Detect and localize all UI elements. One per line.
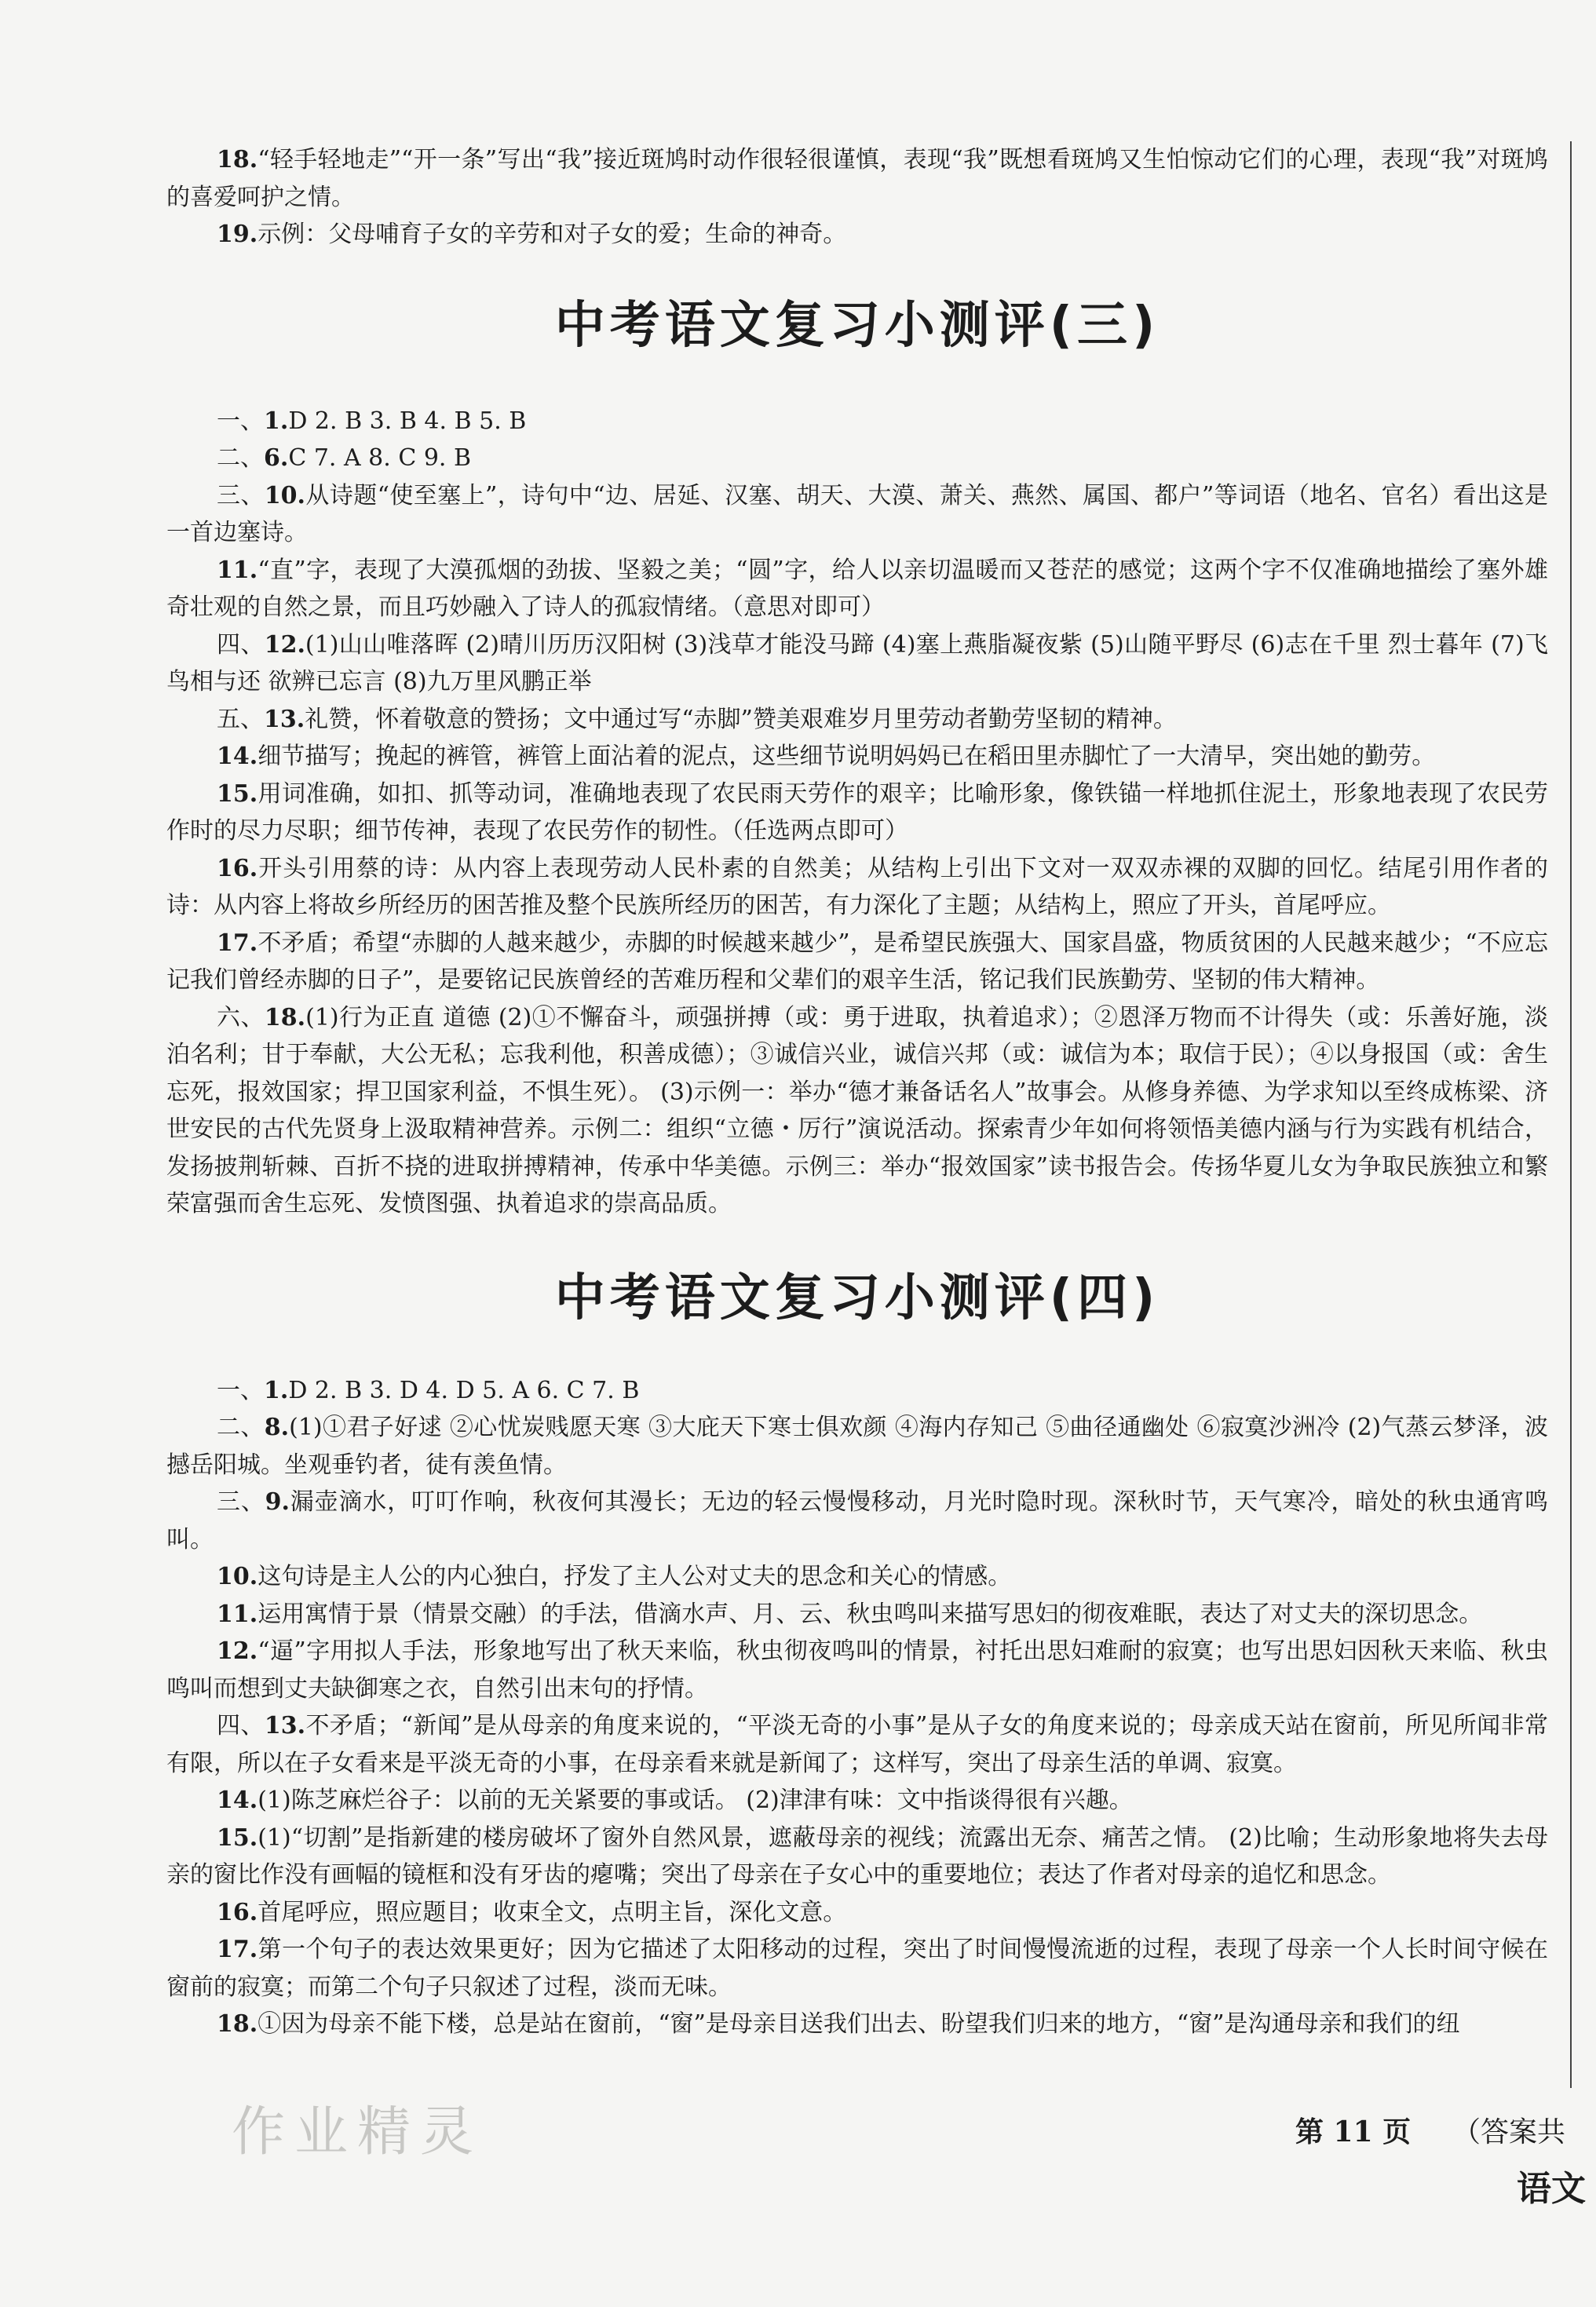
question-number: 19. xyxy=(217,221,258,248)
answer-text: 从诗题“使至塞上”，诗句中“边、居延、汉塞、胡天、大漠、萧关、燕然、属国、都户”等词语（地名、官名）看出这是一首边塞诗。 xyxy=(166,481,1548,546)
answer-paragraph xyxy=(166,440,1548,477)
answer-text: D 2. B 3. B 4. B 5. B xyxy=(288,407,527,435)
answer-text: “轻手轻地走”“开一条”写出“我”接近斑鸠时动作很轻很谨慎，表现“我”既想看斑鸠又生怕惊动它们的心理，表现“我”对斑鸠的喜爱呵护之情。 xyxy=(166,146,1548,211)
question-number: 14. xyxy=(217,1787,258,1814)
question-number: 18. xyxy=(217,2010,258,2038)
answer-paragraph xyxy=(166,1372,1548,1410)
answer-text: 第一个句子的表达效果更好；因为它描述了太阳移动的过程，突出了时间慢慢流逝的过程，表现了母亲一个人长时间守候在窗前的寂寞；而第二个句子只叙述了过程，淡而无味。 xyxy=(166,1936,1548,2001)
answer-text: 运用寓情于景（情景交融）的手法，借滴水声、月、云、秋虫鸣叫来描写思妇的彻夜难眠，表达了对丈夫的深切思念。 xyxy=(257,1600,1483,1628)
section-title-3: 中考语文复习小测评(三) xyxy=(554,296,1160,355)
part-label: 三、 xyxy=(217,1488,265,1516)
answer-paragraph xyxy=(166,1894,1548,1932)
answer-text: (1)“切割”是指新建的楼房破坏了窗外自然风景，遮蔽母亲的视线；流露出无奈、痛苦之情。 (2)比喻；生动形象地将失去母亲的窗比作没有画幅的镜框和没有牙齿的瘪嘴；突出了母亲在子女心中的重要地位；表达了作者对母亲的追忆和思念。 xyxy=(166,1823,1548,1889)
question-number: 6. xyxy=(264,444,289,472)
question-number: 15. xyxy=(217,779,258,808)
answer-text: 细节描写；挽起的裤管，裤管上面沾着的泥点，这些细节说明妈妈已在稻田里赤脚忙了一大清早，突出她的勤劳。 xyxy=(257,743,1436,770)
answer-paragraph xyxy=(166,1782,1548,1820)
question-number: 1. xyxy=(264,407,289,435)
part-label: 二、 xyxy=(217,1414,265,1441)
answer-paragraph xyxy=(166,2006,1548,2043)
answer-paragraph xyxy=(166,1707,1548,1782)
answer-text: “逼”字用拟人手法，形象地写出了秋天来临，秋虫彻夜鸣叫的情景，衬托出思妇难耐的寂寞；也写出思妇因秋天来临、秋虫鸣叫而想到丈夫缺御寒之衣，自然引出末句的抒情。 xyxy=(166,1637,1548,1703)
question-number: 12. xyxy=(264,630,305,659)
answer-paragraph xyxy=(166,1820,1548,1894)
question-number: 1. xyxy=(264,1376,289,1404)
top-answers xyxy=(166,141,1548,254)
answer-text: (1)①君子好逑 ②心忧炭贱愿天寒 ③大庇天下寒士俱欢颜 ④海内存知己 ⑤曲径通幽处 ⑥寂寞沙洲冷 (2)气蒸云梦泽，波撼岳阳城。坐观垂钓者，徒有羡鱼情。 xyxy=(166,1414,1548,1479)
part-label: 一、 xyxy=(217,407,264,435)
question-number: 17. xyxy=(217,929,258,957)
answer-text: 不矛盾；“新闻”是从母亲的角度来说的，“平淡无奇的小事”是从子女的角度来说的；母亲成天站在窗前，所见所闻非常有限，所以在子女看来是平淡无奇的小事，在母亲看来就是新闻了；这样写，突出了母亲生活的单调、寂寞。 xyxy=(166,1712,1548,1777)
answer-paragraph xyxy=(166,776,1548,850)
question-number: 13. xyxy=(264,705,305,733)
answer-paragraph xyxy=(166,1931,1548,2006)
answer-text: 礼赞，怀着敬意的赞扬；文中通过写“赤脚”赞美艰难岁月里劳动者勤劳坚韧的精神。 xyxy=(305,705,1177,733)
question-number: 11. xyxy=(217,556,258,584)
answer-text: (1)陈芝麻烂谷子：以前的无关紧要的事或话。 (2)津津有味：文中指谈得很有兴趣。 xyxy=(257,1787,1133,1814)
question-number: 17. xyxy=(217,1936,258,1963)
answer-text: 不矛盾；希望“赤脚的人越来越少，赤脚的时候越来越少”，是希望民族强大、国家昌盛，物质贫困的人民越来越少；“不应忘记我们曾经赤脚的日子”，是要铭记民族曾经的苦难历程和父辈们的艰辛生活，铭记我们民族勤劳、坚韧的伟大精神。 xyxy=(166,929,1548,994)
answer-text: (1)行为正直 道德 (2)①不懈奋斗，顽强拼搏（或：勇于进取，执着追求）；②恩泽万物而不计得失（或：乐善好施，淡泊名利；甘于奉献，大公无私；忘我利他，积善成德）；③诚信兴业，诚信兴邦（或：诚信为本；取信于民）；④以身报国（或：舍生忘死，报效国家；捍卫国家利益，不惧生死）。 (3)示例一：举办“德才兼备话名人”故事会。从修身养德、为学求知以至终成栋梁、济世安民的古代先贤身上汲取精神营养。示例二：组织“立德・厉行”演说活动。探索青少年如何将领悟美德内涵与行为实践有机结合，发扬披荆斩棘、百折不挠的进取拼搏精神，传承中华美德。示例三：举办“报效国家”读书报告会。传扬华夏儿女为争取民族独立和繁荣富强而舍生忘死、发愤图强、执着追求的崇高品质。 xyxy=(166,1003,1549,1217)
answer-paragraph xyxy=(166,626,1548,701)
right-margin-rule xyxy=(1570,141,1572,2088)
answer-text: 开头引用蔡的诗：从内容上表现劳动人民朴素的自然美；从结构上引出下文对一双双赤裸的双脚的回忆。结尾引用作者的诗：从内容上将故乡所经历的困苦推及整个民族所经历的困苦，有力深化了主题；从结构上，照应了开头，首尾呼应。 xyxy=(166,854,1548,919)
answer-paragraph xyxy=(166,141,1548,216)
question-number: 15. xyxy=(217,1823,258,1852)
question-number: 14. xyxy=(217,743,258,770)
answer-paragraph xyxy=(166,738,1548,776)
answer-paragraph xyxy=(166,1633,1548,1707)
answer-paragraph xyxy=(166,925,1548,999)
question-number: 13. xyxy=(264,1712,306,1739)
answer-paragraph xyxy=(166,1484,1548,1558)
answer-text: 这句诗是主人公的内心独白，抒发了主人公对丈夫的思念和关心的情感。 xyxy=(257,1563,1012,1590)
watermark: 作业精灵 xyxy=(232,2101,484,2163)
page-content xyxy=(166,141,1548,2043)
part-label: 一、 xyxy=(217,1376,264,1404)
question-number: 16. xyxy=(217,1898,258,1926)
section-title-4: 中考语文复习小测评(四) xyxy=(554,1268,1160,1327)
answer-paragraph xyxy=(166,1409,1548,1484)
answer-text: 用词准确，如扣、抓等动词，准确地表现了农民雨天劳作的艰辛；比喻形象，像铁锚一样地抓住泥土，形象地表现了农民劳作时的尽力尽职；细节传神，表现了农民劳作的韧性。（任选两点即可） xyxy=(166,779,1548,845)
part-label: 五、 xyxy=(217,705,264,733)
section-4-answers xyxy=(166,1372,1548,2043)
part-label: 三、 xyxy=(217,481,265,509)
answer-paragraph xyxy=(166,477,1548,552)
part-label: 四、 xyxy=(217,630,265,659)
answer-paragraph xyxy=(166,1558,1548,1596)
question-number: 18. xyxy=(217,146,258,173)
answer-text: C 7. A 8. C 9. B xyxy=(288,444,472,472)
question-number: 10. xyxy=(217,1563,258,1590)
answer-paragraph xyxy=(166,999,1548,1223)
answer-paragraph xyxy=(166,552,1548,626)
answer-text: 示例：父母哺育子女的辛劳和对子女的爱；生命的神奇。 xyxy=(257,221,847,248)
answer-text: D 2. B 3. D 4. D 5. A 6. C 7. B xyxy=(288,1376,640,1404)
part-label: 六、 xyxy=(217,1003,265,1031)
answer-paragraph xyxy=(166,216,1548,254)
question-number: 18. xyxy=(264,1003,306,1031)
page-number: 第 11 页 xyxy=(1295,2115,1412,2148)
answer-paragraph xyxy=(166,850,1548,925)
question-number: 16. xyxy=(217,854,258,882)
question-number: 11. xyxy=(217,1600,258,1628)
answer-text: “直”字，表现了大漠孤烟的劲拔、坚毅之美；“圆”字，给人以亲切温暖而又苍茫的感觉；这两个字不仅准确地描绘了塞外雄奇壮观的自然之景，而且巧妙融入了诗人的孤寂情绪。（意思对即可） xyxy=(166,556,1548,621)
answer-paragraph xyxy=(166,1596,1548,1634)
question-number: 8. xyxy=(264,1414,290,1441)
section-3-answers xyxy=(166,403,1548,1223)
answer-paragraph xyxy=(166,403,1548,440)
subject-label: 语文 xyxy=(1517,2169,1586,2209)
answer-text: 漏壶滴水，叮叮作响，秋夜何其漫长；无边的轻云慢慢移动，月光时隐时现。深秋时节，天气寒冷，暗处的秋虫通宵鸣叫。 xyxy=(166,1488,1549,1553)
answer-text: (1)山山唯落晖 (2)晴川历历汉阳树 (3)浅草才能没马蹄 (4)塞上燕脂凝夜紫 (5)山随平野尽 (6)志在千里 烈士暮年 (7)飞鸟相与还 欲辨已忘言 (8)九万里风鹏正举 xyxy=(166,630,1549,695)
part-label: 四、 xyxy=(217,1712,265,1739)
answer-count-note: （答案共 xyxy=(1452,2116,1566,2148)
answer-text: ①因为母亲不能下楼，总是站在窗前，“窗”是母亲目送我们出去、盼望我们归来的地方，“窗”是沟通母亲和我们的纽 xyxy=(257,2010,1460,2038)
question-number: 12. xyxy=(217,1637,258,1665)
answer-text: 首尾呼应，照应题目；收束全文，点明主旨，深化文意。 xyxy=(257,1898,847,1926)
answer-paragraph xyxy=(166,701,1548,739)
question-number: 9. xyxy=(265,1488,290,1516)
question-number: 10. xyxy=(264,481,306,509)
part-label: 二、 xyxy=(217,444,264,472)
